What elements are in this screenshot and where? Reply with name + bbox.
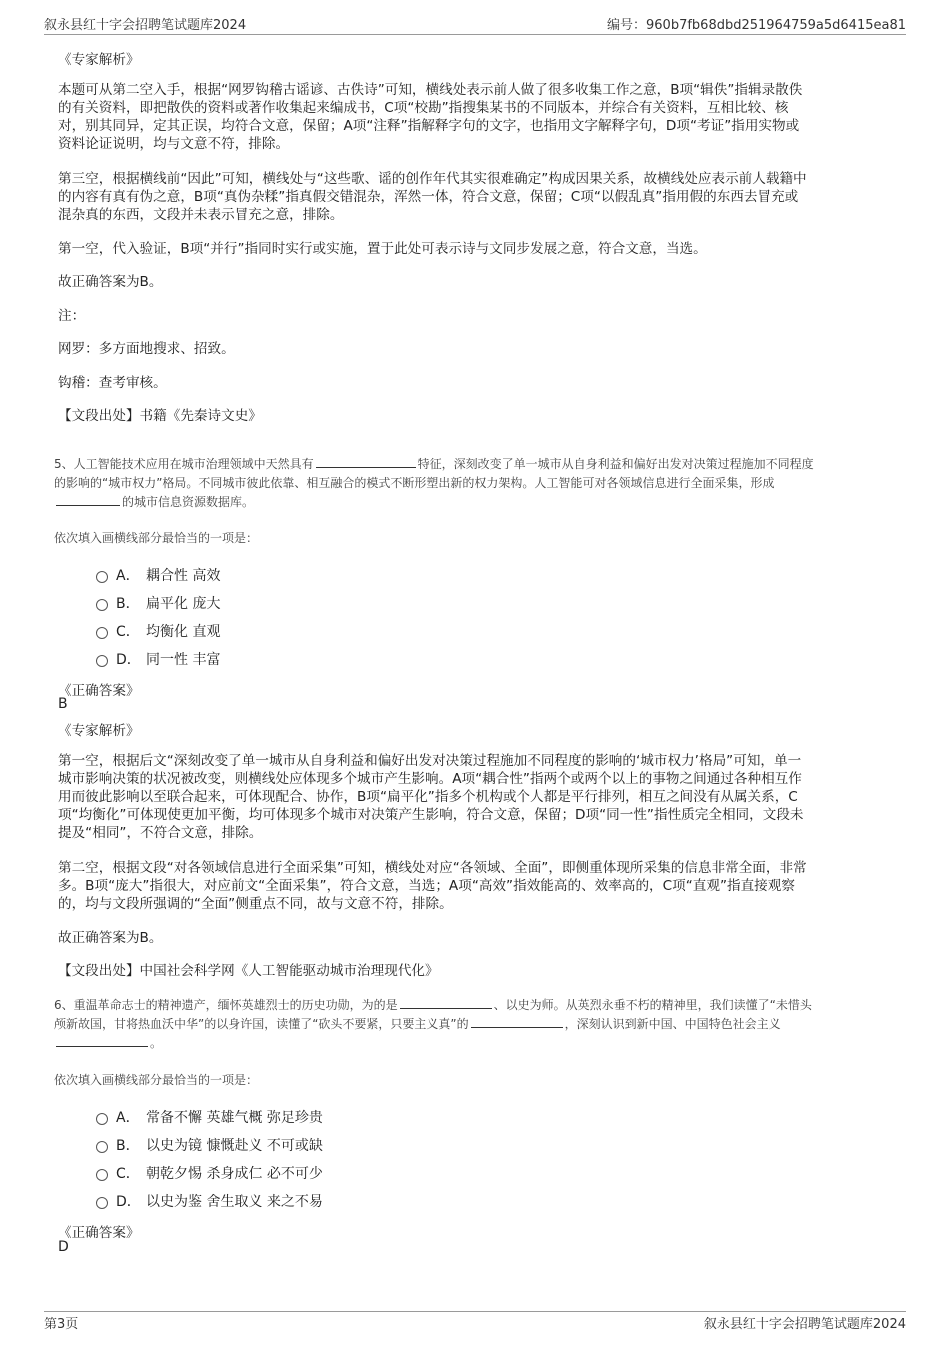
radio-button[interactable] — [96, 1169, 108, 1181]
page-number: 第3页 — [44, 1317, 79, 1332]
source-citation: 【文段出处】中国社会科学网《人工智能驱动城市治理现代化》 — [58, 963, 439, 979]
footer-title: 叙永县红十字会招聘笔试题库2024 — [703, 1317, 906, 1332]
radio-button[interactable] — [96, 627, 108, 639]
radio-button[interactable] — [96, 1113, 108, 1125]
answer-statement: 故正确答案为B。 — [58, 274, 163, 290]
source-citation: 【文段出处】书籍《先秦诗文史》 — [58, 408, 262, 424]
correct-answer: B — [58, 696, 68, 712]
option-c[interactable]: C． 均衡化 直观 — [96, 621, 220, 641]
analysis-paragraph: 第二空，根据文段“对各领域信息进行全面采集”可知，横线处对应“各领域、全面”，即侧重体现所采集的信息非常全面，非常 多。B项“庞大”指很大，对应前文“全面采集”，符合文意，当选；A项“高效”指效能高的、效率高的，C项“直观”指直接观察 的，均与文段所强调的“全面”侧重点不同，故与文意不符，排除。 — [58, 860, 807, 912]
analysis-paragraph: 第三空，根据横线前“因此”可知，横线处与“这些歌、谣的创作年代其实很难确定”构成因果关系，故横线处应表示前人载籍中 的内容有真有伪之意，B项“真伪杂糅”指真假交错混杂，浑然一体，符合文意，保留；C项“以假乱真”指用假的东西去冒充或 混杂真的东西，文段并未表示冒充之意，排除。 — [58, 171, 807, 223]
option-a[interactable]: A． 常备不懈 英雄气概 弥足珍贵 — [96, 1107, 323, 1127]
analysis-paragraph: 本题可从第二空入手，根据“网罗钩稽古谣谚、古佚诗”可知，横线处表示前人做了很多收集工作之意，B项“辑佚”指辑录散佚 的有关资料，即把散佚的资料或著作收集起来编成书，C项“校勘”指搜集某书的不同版本，并综合有关资料，互相比较、核 对，别其同异，定其正误，均符合文意，保留；A项“注释”指解释字句的文字，也指用文字解释字句，D项“考证”指用实物或 资料论证说明，均与文意不符，排除。 — [58, 82, 803, 152]
question-6-prompt: 依次填入画横线部分最恰当的一项是： — [54, 1073, 259, 1087]
radio-button[interactable] — [96, 1141, 108, 1153]
option-c[interactable]: C． 朝乾夕惕 杀身成仁 必不可少 — [96, 1163, 323, 1183]
correct-answer-label: 《正确答案》 — [58, 683, 140, 699]
radio-button[interactable] — [96, 571, 108, 583]
option-d[interactable]: D． 同一性 丰富 — [96, 649, 220, 669]
fill-blank[interactable] — [400, 996, 492, 1009]
analysis-paragraph: 第一空，代入验证，B项“并行”指同时实行或实施，置于此处可表示诗与文同步发展之意，符合文意，当选。 — [58, 241, 707, 257]
footer-divider — [44, 1311, 906, 1312]
note-label: 注： — [58, 308, 86, 324]
fill-blank[interactable] — [316, 455, 416, 468]
fill-blank[interactable] — [56, 1034, 148, 1047]
radio-button[interactable] — [96, 599, 108, 611]
question-6-stem: 6、重温革命志士的精神遗产，缅怀英雄烈士的历史功勋，为的是 、以史为师。从英烈永垂不朽的精神里，我们读懂了“未惜头 颅新故国，甘将热血沃中华”的以身许国，读懂了“砍头不要紧，只要主义真”的 ，深刻认识到新中国、中国特色社会主义 。 — [54, 998, 812, 1050]
option-a[interactable]: A． 耦合性 高效 — [96, 565, 220, 585]
radio-button[interactable] — [96, 655, 108, 667]
correct-answer-label: 《正确答案》 — [58, 1225, 140, 1241]
answer-statement: 故正确答案为B。 — [58, 930, 163, 946]
expert-analysis-label: 《专家解析》 — [58, 52, 140, 68]
option-d[interactable]: D． 以史为鉴 舍生取义 来之不易 — [96, 1191, 323, 1211]
question-5-prompt: 依次填入画横线部分最恰当的一项是： — [54, 531, 259, 545]
note-item: 钩稽：查考审核。 — [58, 375, 167, 391]
radio-button[interactable] — [96, 1197, 108, 1209]
expert-analysis-label: 《专家解析》 — [58, 723, 140, 739]
option-b[interactable]: B． 以史为镜 慷慨赴义 不可或缺 — [96, 1135, 323, 1155]
fill-blank[interactable] — [56, 493, 120, 506]
analysis-paragraph: 第一空，根据后文“深刻改变了单一城市从自身利益和偏好出发对决策过程施加不同程度的影响的‘城市权力’格局”可知，单一 城市影响决策的状况被改变，则横线处应体现多个城市产生影响。A项“耦合性”指两个或两个以上的事物之间通过各种相互作 用而彼此影响以至联合起来，可体现配合、协作，B项“扁平化”指多个机构或个人都是平行排列，相互之间没有从属关系，C 项“均衡化”可体现使更加平衡，均可体现多个城市对决策产生影响，符合文意，保留；D项“同一性”指性质完全相同，文段未 提及“相同”，不符合文意，排除。 — [58, 753, 804, 841]
question-5-stem: 5、人工智能技术应用在城市治理领域中天然具有 特征，深刻改变了单一城市从自身利益和偏好出发对决策过程施加不同程度 的影响的“城市权力”格局。不同城市彼此依靠、相互融合的模式不断形塑出新的权力架构。人工智能可对各领域信息进行全面采集，形成 的城市信息资源数据库。 — [54, 457, 814, 509]
option-b[interactable]: B． 扁平化 庞大 — [96, 593, 220, 613]
header-divider — [44, 34, 906, 35]
fill-blank[interactable] — [471, 1015, 563, 1028]
note-item: 网罗：多方面地搜求、招致。 — [58, 341, 235, 357]
correct-answer: D — [58, 1239, 69, 1255]
header-doc-id: 编号：960b7fb68dbd251964759a5d6415ea81 — [607, 18, 906, 33]
header-title: 叙永县红十字会招聘笔试题库2024 — [44, 18, 247, 33]
